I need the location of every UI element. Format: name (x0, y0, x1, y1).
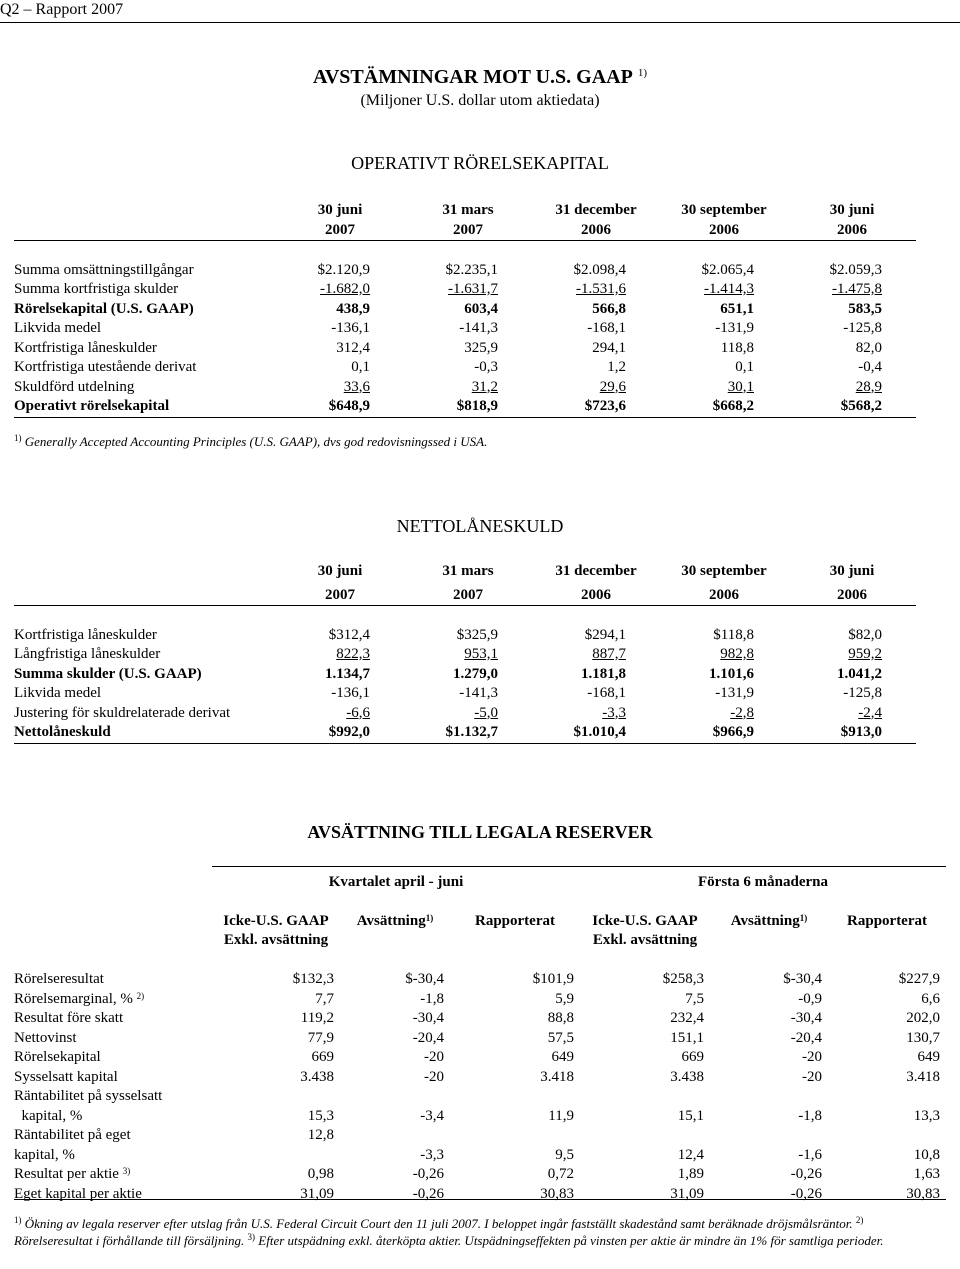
column-header-year: 2007 (404, 581, 532, 606)
cell-value: -141,3 (459, 320, 498, 336)
table-header-row (14, 201, 916, 221)
cell-value: $312,4 (328, 626, 370, 643)
row-label (14, 1126, 212, 1146)
table-row-subtotal (14, 300, 916, 320)
cell-value: 82,0 (855, 339, 882, 356)
table-row (14, 319, 916, 339)
column-header-line: Icke-U.S. GAAP (592, 912, 698, 929)
cell-value: $2.120,9 (317, 261, 370, 278)
cell-value: 1,89 (677, 1166, 704, 1182)
row-label-text: Rörelseresultat (14, 971, 104, 987)
column-header: 31 mars (442, 562, 494, 579)
cell-value: -0,26 (790, 1166, 822, 1182)
column-header-year: 2007 (276, 221, 404, 241)
row-label-text: kapital, % (14, 1146, 75, 1163)
column-header: 30 juni (317, 202, 363, 218)
column-header: 31 december (555, 202, 637, 218)
footnote-mark: 3) (247, 1232, 256, 1242)
row-label-text: Rörelsekapital (14, 1049, 101, 1065)
cell-value: 7,5 (685, 990, 704, 1007)
cell-value: -6,6 (346, 704, 370, 721)
cell-value: -30,4 (412, 1010, 444, 1026)
cell-value: $-30,4 (783, 971, 822, 987)
cell-value: 0,98 (307, 1166, 334, 1182)
section-title-nettolaneskuld: NETTOLÅNESKULD (396, 516, 564, 536)
cell-value (212, 1087, 340, 1107)
cell-value: 11,9 (548, 1107, 574, 1124)
cell-value (710, 1126, 828, 1146)
column-header: 30 september (681, 202, 767, 218)
cell-value: 669 (681, 1049, 704, 1065)
cell-value: -0,26 (412, 1166, 444, 1182)
column-header: 30 juni (829, 562, 875, 579)
cell-value: 1.134,7 (325, 665, 370, 682)
column-header: 30 juni (829, 202, 875, 218)
section-title-text: AVSÄTTNING TILL LEGALA RESERVER (307, 822, 653, 842)
column-header-line: Exkl. avsättning (223, 932, 329, 948)
cell-value: -20 (802, 1049, 822, 1065)
cell-value: 325,9 (464, 339, 498, 356)
cell-value: 1.279,0 (453, 665, 498, 682)
page-title-text: AVSTÄMNINGAR MOT U.S. GAAP (312, 66, 633, 88)
cell-value: -20 (424, 1068, 444, 1085)
table-row (14, 261, 916, 281)
cell-value (450, 1126, 580, 1146)
row-label (14, 970, 212, 990)
column-header: 31 mars (442, 202, 494, 218)
cell-value: 6,6 (921, 990, 941, 1007)
cell-value: 649 (551, 1049, 574, 1065)
footnote-text: Generally Accepted Accounting Principles (U.S. GAAP), dvs god redovisningssed i USA. (24, 434, 488, 449)
row-label-text: kapital, % (14, 1107, 83, 1124)
cell-value: 31,09 (670, 1185, 704, 1202)
column-header-icke-gaap (212, 912, 340, 951)
cell-value (340, 1126, 450, 1146)
cell-value: 10,8 (913, 1146, 941, 1163)
cell-value: $82,0 (848, 626, 882, 643)
cell-value: -2,8 (730, 704, 754, 721)
table-row (14, 990, 946, 1010)
table-row (14, 1185, 946, 1205)
table-row (14, 684, 916, 704)
cell-value: $325,9 (456, 626, 498, 643)
cell-value: -131,9 (715, 685, 754, 701)
cell-value: -5,0 (474, 704, 498, 721)
cell-value: 3.418 (540, 1068, 574, 1085)
cell-value: $568,2 (788, 397, 916, 417)
footnote-text: Rörelseresultat i förhållande till försäljning. (14, 1233, 245, 1248)
cell-value: 3.438 (300, 1068, 334, 1085)
cell-value: 0,72 (547, 1166, 574, 1182)
cell-value: 566,8 (592, 300, 626, 317)
cell-value: -2,4 (858, 704, 882, 721)
row-label: Summa omsättningstillgångar (14, 261, 194, 278)
table-row (14, 339, 916, 359)
column-header-avsattning (340, 912, 450, 951)
column-header: 31 december (555, 562, 637, 579)
cell-value (580, 1126, 710, 1146)
table-row (14, 280, 916, 300)
column-header-row (14, 912, 946, 951)
row-label-text: Nettovinst (14, 1029, 77, 1046)
operativt-rorelsekapital-table (14, 201, 916, 418)
cell-value: 119,2 (300, 1010, 334, 1026)
row-label: Likvida medel (14, 685, 102, 701)
cell-value: -1,8 (798, 1107, 822, 1124)
cell-value: 232,4 (670, 1010, 704, 1026)
table-header-row (14, 581, 916, 606)
legala-reserver-table (14, 866, 946, 1204)
row-label (14, 1185, 212, 1205)
cell-value: 12,4 (677, 1146, 704, 1163)
row-label (14, 1146, 212, 1166)
row-label: Likvida medel (14, 320, 102, 336)
cell-value: 438,9 (336, 300, 370, 317)
column-header-rapporterat (828, 912, 946, 951)
cell-value: 30,1 (727, 378, 754, 395)
row-label (14, 1048, 212, 1068)
footnote-mark: 2) (855, 1215, 864, 1225)
cell-value: 649 (917, 1049, 941, 1065)
table-row (14, 1126, 946, 1146)
cell-value: $992,0 (276, 723, 404, 743)
cell-value (212, 1146, 340, 1166)
group-header-row (14, 866, 946, 892)
row-label: Operativt rörelsekapital (14, 397, 276, 417)
column-header-year: 2007 (404, 221, 532, 241)
cell-value: 1.041,2 (837, 665, 882, 682)
cell-value: 30,83 (540, 1185, 574, 1202)
row-label (14, 1165, 212, 1185)
column-header-year: 2006 (532, 221, 660, 241)
row-label: Kortfristiga låneskulder (14, 626, 157, 643)
cell-value: 887,7 (592, 646, 626, 662)
cell-value: -20,4 (790, 1029, 822, 1046)
group-header-quarter: Kvartalet april - juni (328, 873, 464, 890)
page-title-footnote-mark: 1) (637, 67, 647, 79)
cell-value: $227,9 (898, 971, 941, 987)
row-label: Nettolåneskuld (14, 723, 276, 743)
cell-value: -3,4 (420, 1107, 444, 1124)
row-label-text: Räntabilitet på sysselsatt (14, 1088, 163, 1104)
column-header-line: Avsättning (356, 912, 426, 929)
page-title (0, 64, 960, 90)
cell-value: 12,8 (307, 1127, 334, 1143)
cell-value: $913,0 (788, 723, 916, 743)
row-label-text: Resultat per aktie (14, 1166, 119, 1182)
cell-value: 151,1 (670, 1029, 704, 1046)
cell-value: -125,8 (843, 685, 882, 701)
row-label: Långfristiga låneskulder (14, 646, 161, 662)
cell-value: $648,9 (276, 397, 404, 417)
cell-value: 130,7 (906, 1029, 941, 1046)
cell-value: -30,4 (790, 1010, 822, 1026)
table-row (14, 358, 916, 378)
cell-value: 1,2 (607, 359, 626, 375)
column-header-line: Rapporterat (475, 912, 555, 929)
cell-value: $1.132,7 (404, 723, 532, 743)
column-header-year: 2006 (660, 221, 788, 241)
cell-value: 583,5 (848, 300, 882, 317)
cell-value: 982,8 (720, 646, 754, 662)
cell-value: $2.098,4 (573, 261, 626, 278)
group-header-six-months: Första 6 månaderna (698, 873, 828, 890)
report-header: Q2 – Rapport 2007 (0, 1, 124, 18)
cell-value: 9,5 (555, 1146, 574, 1163)
row-label (14, 990, 212, 1010)
cell-value: 312,4 (336, 339, 370, 356)
row-label-text: Rörelsemarginal, % (14, 990, 133, 1007)
cell-value: 294,1 (592, 339, 626, 356)
cell-value: $1.010,4 (532, 723, 660, 743)
cell-value: -0,26 (790, 1185, 822, 1202)
cell-value: -1,8 (420, 990, 444, 1007)
footnote-mark: 1) (14, 1215, 22, 1225)
cell-value: 959,2 (848, 646, 882, 662)
section-title-operativt: OPERATIVT RÖRELSEKAPITAL (351, 153, 609, 173)
table-bottom-rule (14, 1199, 946, 1200)
row-label: Summa skulder (U.S. GAAP) (14, 665, 202, 682)
table-row (14, 1029, 946, 1049)
table-row (14, 704, 916, 724)
cell-value: 15,1 (677, 1107, 704, 1124)
cell-value: -168,1 (587, 320, 626, 336)
footnote-mark: 1) (14, 433, 22, 443)
cell-value: 5,9 (555, 990, 574, 1007)
row-label (14, 1029, 212, 1049)
cell-value: -3,3 (420, 1146, 444, 1163)
column-header-year: 2006 (532, 581, 660, 606)
cell-value: 1.101,6 (709, 665, 754, 682)
row-label: Skuldförd utdelning (14, 378, 135, 395)
cell-value: -1,6 (798, 1146, 822, 1163)
cell-value: $258,3 (662, 971, 704, 987)
cell-value: -136,1 (331, 685, 370, 701)
cell-value: -131,9 (715, 320, 754, 336)
column-header-icke-gaap (580, 912, 710, 951)
table-row (14, 1087, 946, 1107)
nettolaneskuld-table (14, 559, 916, 744)
cell-value: $668,2 (660, 397, 788, 417)
footnote-mark: 3) (122, 1166, 131, 1176)
footnote-mark: 1) (425, 912, 434, 923)
cell-value: 953,1 (464, 646, 498, 662)
cell-value: 7,7 (315, 990, 334, 1007)
cell-value: 31,09 (300, 1185, 334, 1202)
cell-value: 88,8 (547, 1010, 574, 1026)
cell-value (580, 1087, 710, 1107)
cell-value (710, 1087, 828, 1107)
table-row (14, 1165, 946, 1185)
column-header-line: Icke-U.S. GAAP (223, 912, 329, 929)
table-row (14, 1048, 946, 1068)
cell-value (450, 1087, 580, 1107)
table-row (14, 626, 916, 646)
cell-value: -20,4 (412, 1029, 444, 1046)
table-row (14, 645, 916, 665)
cell-value: 822,3 (336, 646, 370, 662)
cell-value: -20 (802, 1068, 822, 1085)
table-row (14, 1107, 946, 1127)
cell-value: 31,2 (471, 378, 498, 395)
row-label (14, 1087, 212, 1107)
cell-value (340, 1087, 450, 1107)
cell-value: $294,1 (584, 626, 626, 643)
cell-value: $-30,4 (405, 971, 444, 987)
table-row-total (14, 397, 916, 417)
cell-value: -3,3 (602, 704, 626, 721)
cell-value: 77,9 (307, 1029, 334, 1046)
cell-value: 29,6 (599, 378, 626, 395)
cell-value: -0,26 (412, 1185, 444, 1202)
footnote-reserves (14, 1215, 934, 1249)
footnote-text: Efter utspädning exkl. återköpta aktier. Utspädningseffekten på vinsten per aktie är mindre än 1% för samtliga perioder. (258, 1233, 884, 1248)
cell-value: $966,9 (660, 723, 788, 743)
cell-value: $2.065,4 (701, 261, 754, 278)
cell-value: 3.438 (670, 1068, 704, 1085)
column-header-year: 2006 (660, 581, 788, 606)
column-header-line: Avsättning (730, 912, 800, 929)
row-label: Kortfristiga låneskulder (14, 339, 157, 356)
column-header-year: 2006 (788, 221, 916, 241)
cell-value: $132,3 (292, 971, 334, 987)
row-label (14, 1009, 212, 1029)
cell-value: -1.682,0 (320, 281, 370, 297)
table-row-total (14, 723, 916, 743)
footnote-mark: 1) (799, 912, 808, 923)
table-row (14, 1146, 946, 1166)
cell-value: -0,3 (474, 359, 498, 375)
footnote-text: Ökning av legala reserver efter utslag från U.S. Federal Circuit Court den 11 juli 2007. I beloppet ingår fastställt skadestånd samt beräknade dröjsmålsräntor. (24, 1216, 853, 1231)
table-header-row (14, 221, 916, 241)
cell-value: $2.059,3 (829, 261, 882, 278)
footnote-gaap (14, 433, 934, 450)
cell-value: 33,6 (343, 378, 370, 395)
table-row (14, 1068, 946, 1088)
cell-value (828, 1087, 946, 1107)
cell-value: 669 (311, 1049, 334, 1065)
cell-value: 118,8 (720, 339, 754, 356)
table-row-subtotal (14, 665, 916, 685)
column-header-rapporterat (450, 912, 580, 951)
cell-value: 15,3 (307, 1107, 334, 1124)
cell-value: 603,4 (464, 300, 498, 317)
table-row (14, 378, 916, 398)
cell-value: -1.631,7 (448, 281, 498, 297)
cell-value: 651,1 (720, 300, 754, 317)
column-header-line: Exkl. avsättning (592, 932, 698, 948)
cell-value: -1.475,8 (832, 281, 882, 297)
cell-value: 3.418 (906, 1068, 941, 1085)
row-label-text: Resultat före skatt (14, 1010, 124, 1026)
page-subtitle: (Miljoner U.S. dollar utom aktiedata) (360, 92, 600, 109)
table-row (14, 1009, 946, 1029)
row-label-text: Eget kapital per aktie (14, 1185, 142, 1202)
cell-value: $818,9 (404, 397, 532, 417)
cell-value: -0,4 (858, 359, 882, 375)
row-label: Summa kortfristiga skulder (14, 281, 179, 297)
cell-value: 1,63 (913, 1166, 941, 1182)
row-label: Rörelsekapital (U.S. GAAP) (14, 300, 194, 317)
cell-value: 202,0 (906, 1010, 941, 1026)
cell-value: 30,83 (906, 1185, 941, 1202)
column-header-avsattning (710, 912, 828, 951)
column-header-year: 2007 (276, 581, 404, 606)
column-header-line: Rapporterat (847, 912, 927, 929)
cell-value: 28,9 (855, 378, 882, 395)
row-label: Justering för skuldrelaterade derivat (14, 704, 231, 721)
footnote-mark: 2) (136, 990, 145, 1001)
cell-value: -1.414,3 (704, 281, 754, 297)
cell-value: 57,5 (547, 1029, 574, 1046)
cell-value: $723,6 (532, 397, 660, 417)
cell-value: 0,1 (351, 359, 370, 375)
cell-value: -168,1 (587, 685, 626, 701)
cell-value: -1.531,6 (576, 281, 626, 297)
cell-value (828, 1126, 946, 1146)
cell-value: $101,9 (532, 971, 574, 987)
cell-value: -136,1 (331, 320, 370, 336)
column-header: 30 juni (317, 562, 363, 579)
cell-value: 0,1 (735, 359, 754, 375)
section-title-legala-reserver (0, 820, 960, 844)
cell-value: -141,3 (459, 685, 498, 701)
cell-value: -0,9 (798, 990, 822, 1007)
table-row (14, 970, 946, 990)
column-header: 30 september (681, 562, 767, 579)
column-header-year: 2006 (788, 581, 916, 606)
row-label: Kortfristiga utestående derivat (14, 359, 197, 375)
cell-value: 13,3 (913, 1107, 941, 1124)
cell-value: -20 (424, 1049, 444, 1065)
cell-value: -125,8 (843, 320, 882, 336)
cell-value: 1.181,8 (581, 665, 626, 682)
row-label-text: Sysselsatt kapital (14, 1068, 118, 1085)
header-rule (0, 22, 960, 23)
table-header-row (14, 559, 916, 581)
row-label (14, 1068, 212, 1088)
cell-value: $118,8 (713, 626, 754, 643)
row-label (14, 1107, 212, 1127)
cell-value: $2.235,1 (445, 261, 498, 278)
row-label-text: Räntabilitet på eget (14, 1127, 131, 1143)
